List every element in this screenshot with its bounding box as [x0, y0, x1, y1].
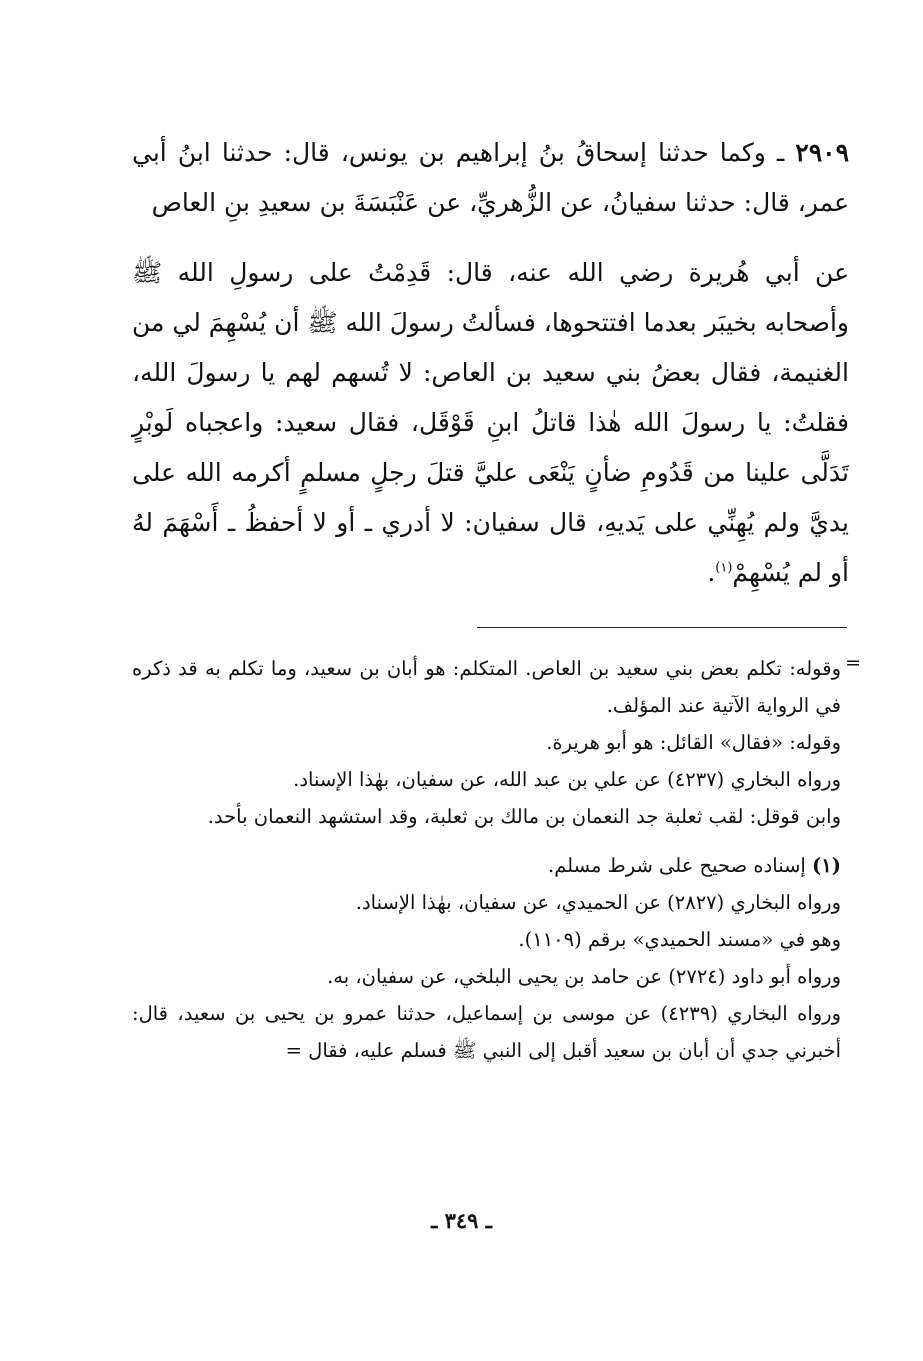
- note-line: ورواه البخاري (٤٢٣٧) عن علي بن عبد الله، عن سفيان، بهٰذا الإسناد.: [293, 768, 841, 791]
- footnote-line: وهو في «مسند الحميدي» برقم (١١٠٩).: [518, 928, 841, 951]
- hadith-isnad: [132, 128, 849, 228]
- footnote-text: إسناده صحيح على شرط مسلم.: [548, 854, 813, 877]
- hadith-matn: [132, 248, 849, 598]
- note-line: وقوله: «فقال» القائل: هو أبو هريرة.: [546, 731, 841, 754]
- note-line: وقوله: تكلم بعض بني سعيد بن العاص. المتكلم: هو أبان بن سعيد، وما تكلم به قد ذكره في الرواية الآتية عند المؤلف.: [132, 657, 841, 717]
- hadith-number: ٢٩٠٩: [795, 138, 849, 167]
- footnote-reference: (١): [715, 560, 733, 576]
- footnote-divider: [477, 627, 847, 628]
- footnote-line: ورواه أبو داود (٢٧٢٤) عن حامد بن يحيى البلخي، عن سفيان، به.: [327, 965, 841, 988]
- continuation-mark: =: [845, 652, 861, 674]
- footnote-line: ورواه البخاري (٤٢٣٩) عن موسى بن إسماعيل، حدثنا عمرو بن يحيى بن سعيد، قال: أخبرني جدي أن أبان بن سعيد أقبل إلى النبي ﷺ فسلم عليه، فقال =: [132, 1002, 841, 1062]
- isnad-text: ـ وكما حدثنا إسحاقُ بنُ إبراهيم بن يونس، قال: حدثنا ابنُ أبي عمر، قال: حدثنا سفيانُ، عن الزُّهريِّ، عن عَنْبَسَةَ بن سعيدِ بنِ العاص: [132, 138, 849, 217]
- matn-text: عن أبي هُريرة رضي الله عنه، قال: قَدِمْتُ على رسولِ الله ﷺ وأصحابه بخيبَر بعدما افتتحوها، فسألتُ رسولَ الله ﷺ أن يُسْهِمَ لي من الغنيمة، فقال بعضُ بني سعيد بن العاص: لا تُسهم لهم يا رسولَ الله، فقلتُ: يا رسولَ الله هٰذا قاتلُ ابنِ قَوْقَل، فقال سعيد: واعجباه لَوبْرٍ تَدَلَّى علينا من قَدُومِ ضأنٍ يَنْعَى عليَّ قتلَ رجلٍ مسلمٍ أكرمه الله على يديَّ ولم يُهِنِّي على يَديهِ، قال سفيان: لا أدري ـ أو لا أحفظُ ـ أَسْهَمَ لهُ أو لم يُسْهِمْ: [132, 258, 849, 587]
- footnote-label: (١): [812, 854, 841, 877]
- note-line: وابن قوقل: لقب ثعلبة جد النعمان بن مالك بن ثعلبة، وقد استشهد النعمان بأحد.: [207, 805, 841, 828]
- footnote-first-line: [132, 847, 841, 884]
- matn-end: .: [707, 558, 716, 587]
- page-number: ـ ٣٤٩ ـ: [431, 1208, 492, 1233]
- hadith-block: [132, 128, 849, 598]
- footnote-line: ورواه البخاري (٢٨٢٧) عن الحميدي، عن سفيان، بهٰذا الإسناد.: [355, 891, 841, 914]
- footnotes-section: [132, 650, 841, 1069]
